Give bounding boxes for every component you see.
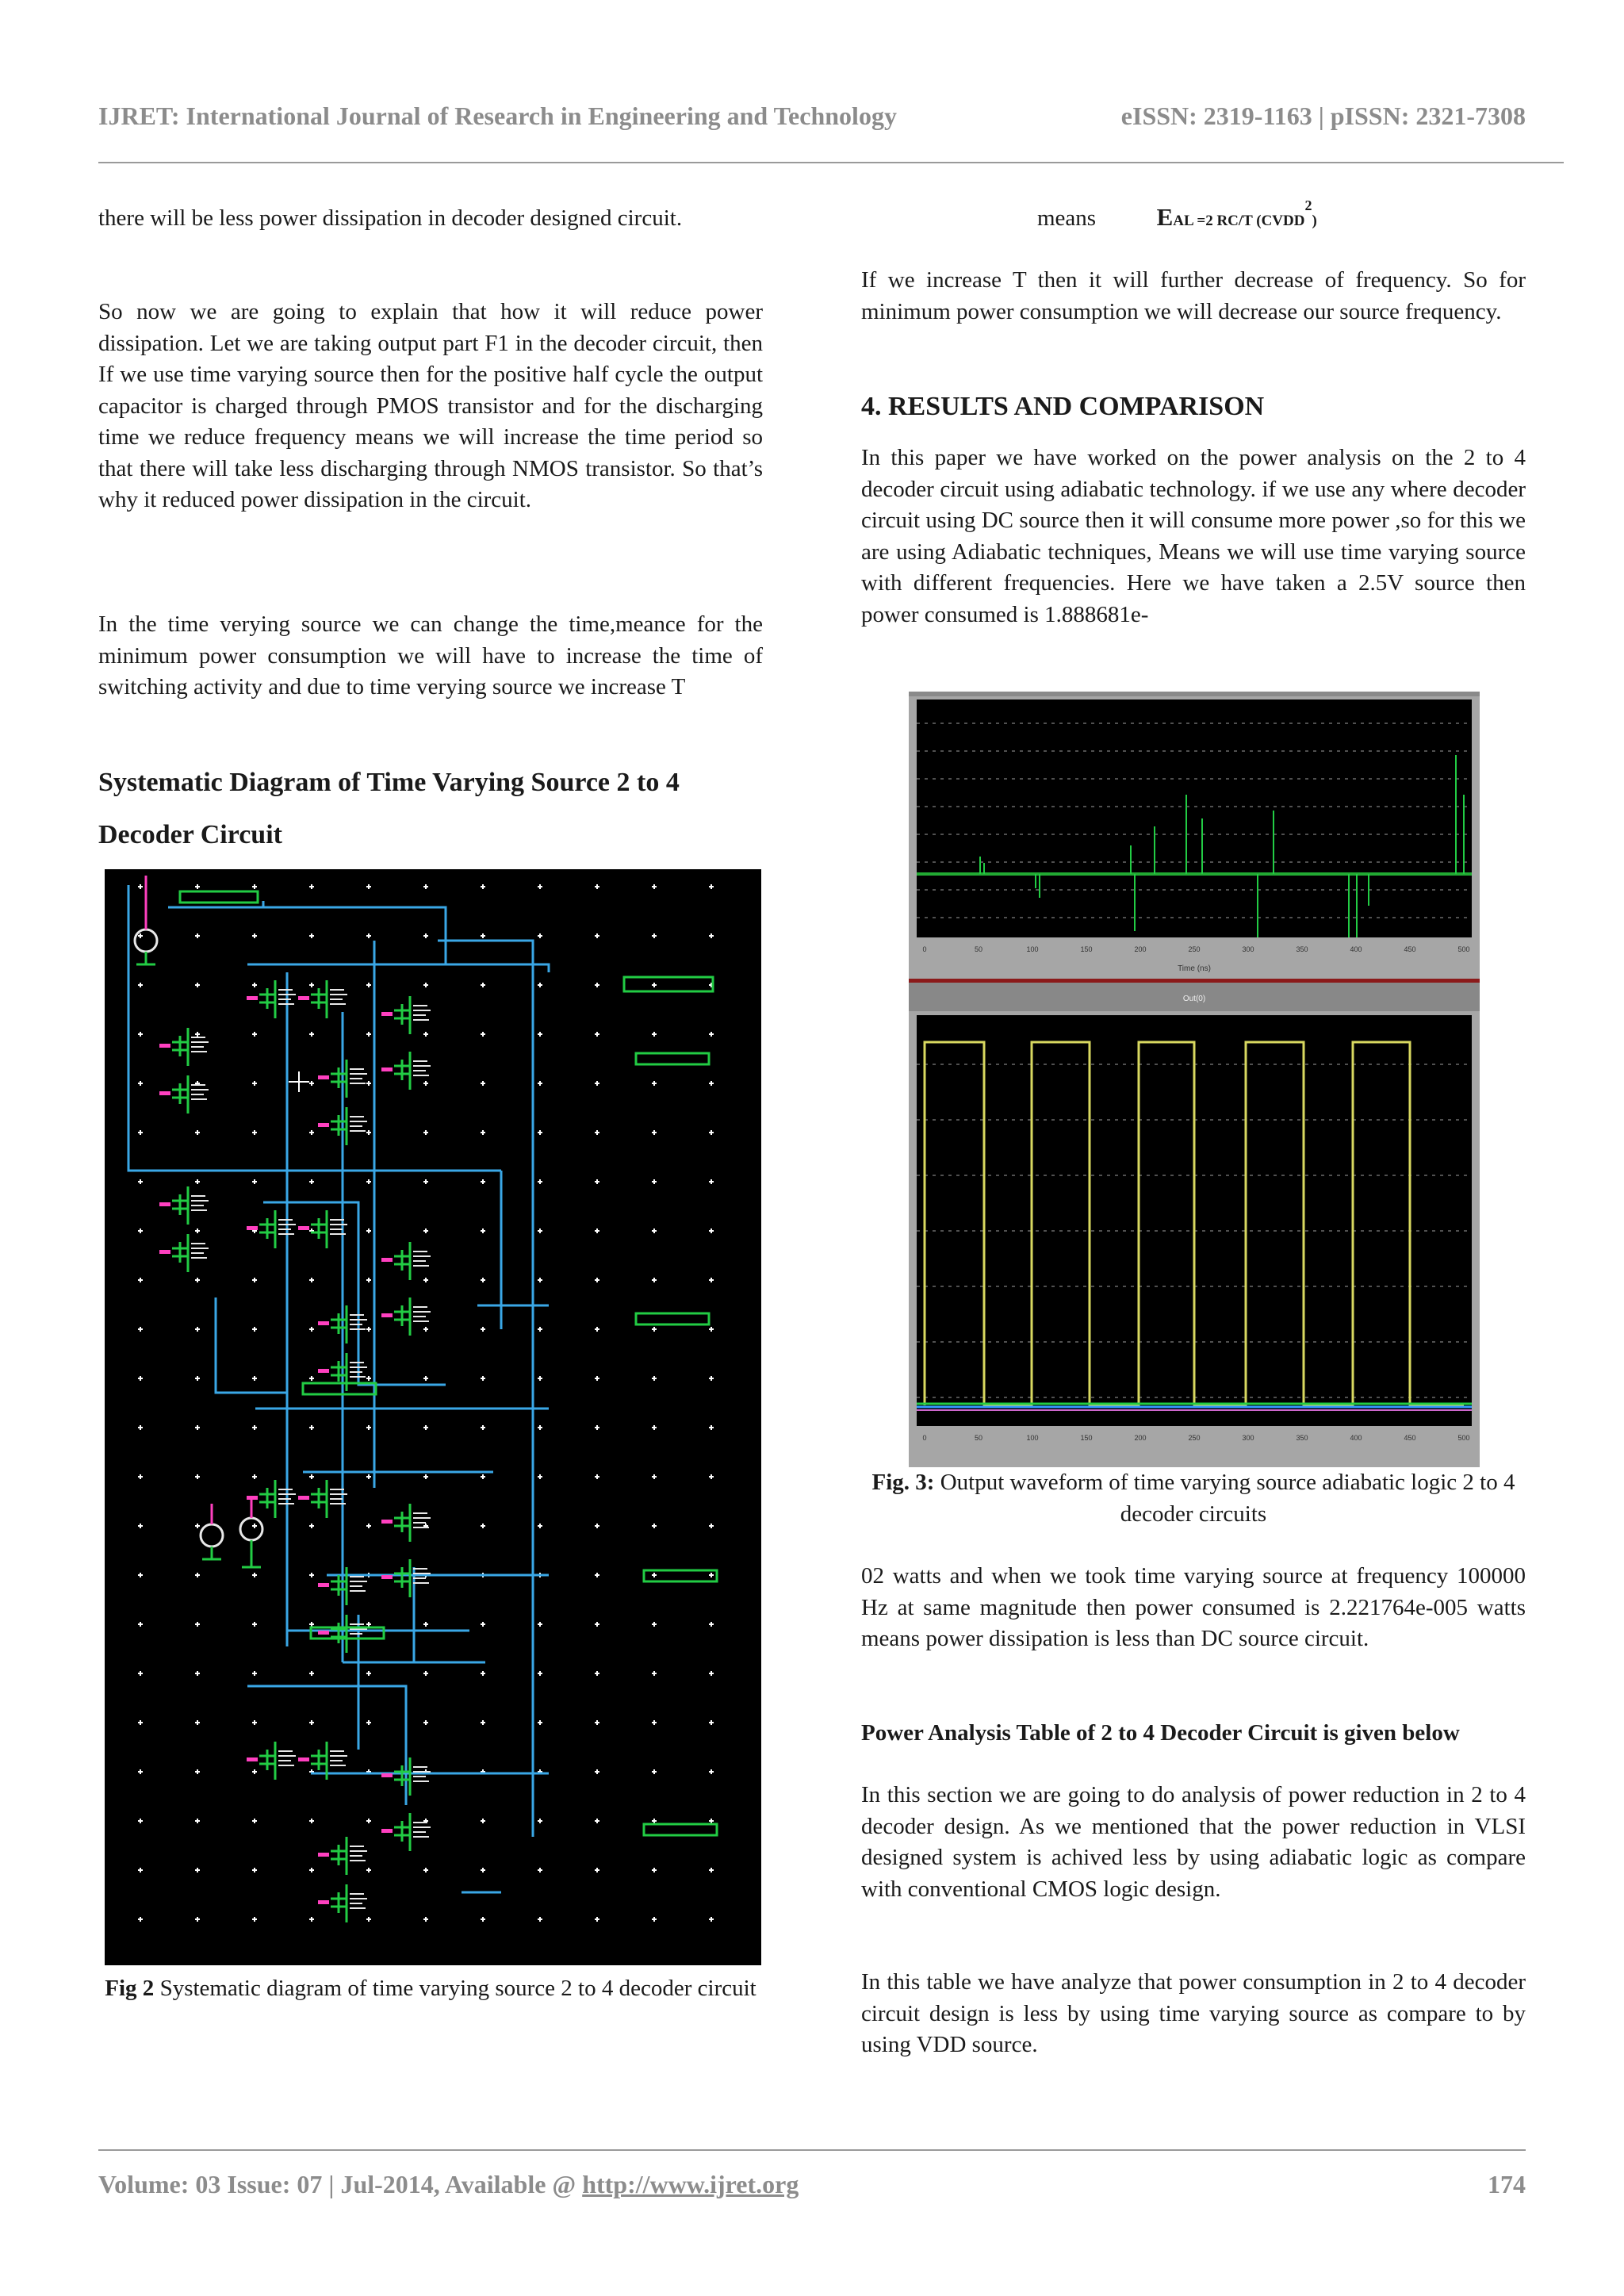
footer-volume-text: Volume: 03 Issue: 07 | Jul-2014, Available @ (98, 2170, 583, 2198)
bottom-tick: 100 (1026, 1434, 1039, 1442)
bottom-tick: 400 (1350, 1434, 1362, 1442)
top-tick: 400 (1350, 945, 1362, 953)
top-tick: 150 (1080, 945, 1093, 953)
top-tick: 450 (1404, 945, 1416, 953)
right-paragraph-1: If we increase T then it will further decrease of frequency. So for minimum power consumption we will decrease our source frequency. (861, 267, 1526, 324)
top-tick: 500 (1457, 945, 1470, 953)
bottom-tick: 300 (1242, 1434, 1254, 1442)
journal-title: IJRET: International Journal of Research in Engineering and Technology (98, 102, 897, 130)
fig3-label: Fig. 3: (871, 1470, 935, 1495)
top-tick: 100 (1026, 945, 1039, 953)
left-paragraph-1: there will be less power dissipation in decoder designed circuit. (98, 205, 683, 231)
table-subheading: Power Analysis Table of 2 to 4 Decoder Circuit is given below (861, 1720, 1460, 1746)
header-rule (98, 162, 1564, 163)
formula-subscript: AL =2 RC/T (CVDD (1173, 213, 1305, 229)
bottom-tick: 450 (1404, 1434, 1416, 1442)
issn: eISSN: 2319-1163 | pISSN: 2321-7308 (1120, 102, 1526, 130)
right-paragraph-3: 02 watts and when we took time varying source at frequency 100000 Hz at same magnitude then power consumed is 2.221764e-005 watts means power dissipation is less than DC source circuit. (861, 1563, 1526, 1651)
right-paragraph-5: In this table we have analyze that power consumption in 2 to 4 decoder circuit design is less by using time varying source as compare to by using VDD source. (861, 1969, 1526, 2057)
bottom-tick: 350 (1296, 1434, 1308, 1442)
bottom-tick: 50 (974, 1434, 983, 1442)
top-tick: 350 (1296, 945, 1308, 953)
diagram-heading-line2: Decoder Circuit (98, 820, 282, 849)
right-paragraph-2: In this paper we have worked on the power analysis on the 2 to 4 decoder circuit using adiabatic technology. if we use any where decoder circuit using DC source then it will consume more power ,so for this we are using Adiabatic techniques, Means we will use time varying source with different frequencies. Here we have taken a 2.5V source then power consumed is 1.888681e- (861, 445, 1526, 627)
top-xlabel: Time (ns) (1178, 964, 1211, 973)
fig2-schematic (105, 869, 761, 1965)
top-tick: 250 (1188, 945, 1201, 953)
footer-url-link[interactable]: http://www.ijret.org (582, 2170, 799, 2198)
formula-e: E (1156, 203, 1174, 231)
top-tick: 50 (974, 945, 983, 953)
bottom-tick: 150 (1080, 1434, 1093, 1442)
left-paragraph-3: In the time verying source we can change the time,meance for the minimum power consumption we will have to increase the time of switching activity and due to time verying source we increase T (98, 611, 763, 700)
means-word: means (1037, 205, 1097, 231)
top-tick: 0 (922, 945, 927, 953)
top-tick: 200 (1134, 945, 1147, 953)
fig3-caption: Output waveform of time varying source adiabatic logic 2 to 4 decoder circuits (934, 1470, 1515, 1527)
bottom-tick: 250 (1188, 1434, 1201, 1442)
mid-label: Out(0) (1182, 995, 1206, 1003)
left-paragraph-2: So now we are going to explain that how it will reduce power dissipation. Let we are taking output part F1 in the decoder circuit, then If we use time varying source then for the positive half cycle the output capacitor is charged through PMOS transistor and for the discharging time we reduce frequency means we will increase the time period so that there will take less discharging through NMOS transistor. So that’s why it reduced power dissipation in the circuit. (98, 299, 763, 512)
footer-volume (98, 2170, 799, 2199)
top-tick: 300 (1242, 945, 1254, 953)
formula-superscript: 2 (1304, 197, 1312, 213)
bottom-tick: 0 (922, 1434, 927, 1442)
page-number: 174 (1488, 2170, 1526, 2198)
fig2-caption: Systematic diagram of time varying source 2 to 4 decoder circuit (154, 1976, 756, 2001)
right-paragraph-4: In this section we are going to do analysis of power reduction in 2 to 4 decoder design. As we mentioned that the power reduction in VLSI designed system is achived less by using adiabatic logic as compare with conventional CMOS logic design. (861, 1782, 1526, 1902)
formula-line (1037, 197, 1317, 232)
section-title: 4. RESULTS AND COMPARISON (861, 392, 1265, 421)
diagram-heading-line1: Systematic Diagram of Time Varying Source 2 to 4 (98, 768, 680, 797)
formula-close: ) (1312, 213, 1317, 229)
fig3-waveform (909, 692, 1480, 1467)
bottom-tick: 200 (1134, 1434, 1147, 1442)
fig2-label: Fig 2 (105, 1976, 155, 2001)
bottom-tick: 500 (1457, 1434, 1470, 1442)
footer-rule (98, 2149, 1526, 2151)
